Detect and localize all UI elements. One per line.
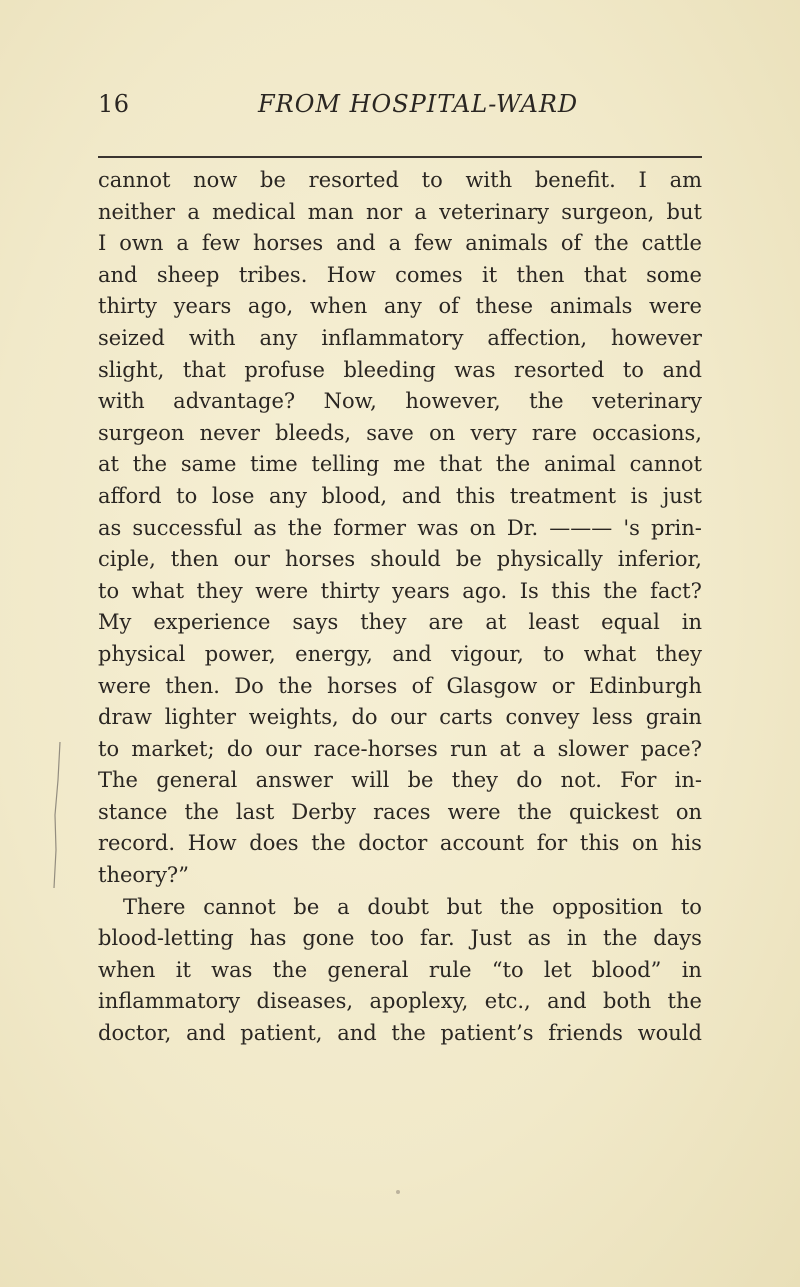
text-line: with advantage? Now, however, the veterinary [98, 389, 702, 414]
text-line: My experience says they are at least equal in [98, 610, 702, 635]
running-title: FROM HOSPITAL-WARD [258, 90, 579, 118]
text-line: cannot now be resorted to with benefit. I am [98, 168, 702, 192]
margin-pencil-mark [52, 740, 64, 890]
text-line: seized with any inflammatory affection, however [98, 325, 702, 350]
text-line: The general answer will be they do not. For in- [98, 768, 702, 793]
text-line: at the same time telling me that the animal cannot [98, 452, 702, 477]
text-line: to market; do our race-horses run at a slower pace? [98, 736, 702, 761]
text-line: slight, that profuse bleeding was resorted to and [98, 357, 702, 382]
text-line: record. How does the doctor account for this on his [98, 831, 702, 856]
text-line: I own a few horses and a few animals of the cattle [98, 231, 702, 256]
text-line: were then. Do the horses of Glasgow or Edinburgh [98, 673, 702, 698]
text-line: when it was the general rule “to let blood” in [98, 957, 702, 982]
text-line: neither a medical man nor a veterinary surgeon, but [98, 199, 702, 224]
text-line: draw lighter weights, do our carts convey less grain [98, 705, 702, 730]
text-line: blood-letting has gone too far. Just as in the days [98, 926, 702, 951]
text-line: ciple, then our horses should be physically inferior, [98, 547, 702, 572]
page-number: 16 [98, 90, 130, 118]
text-line: to what they were thirty years ago. Is this the fact? [98, 578, 702, 603]
text-line: physical power, energy, and vigour, to what they [98, 641, 702, 666]
text-line: thirty years ago, when any of these animals were [98, 294, 702, 319]
body-text [98, 165, 702, 1050]
text-line: stance the last Derby races were the quickest on [98, 799, 702, 824]
header-rule [98, 156, 702, 158]
text-line: surgeon never bleeds, save on very rare occasions, [98, 420, 702, 445]
ink-speck [396, 1190, 400, 1194]
text-line: as successful as the former was on Dr. ——— 's prin- [98, 515, 702, 540]
page-header [98, 82, 703, 126]
text-line: inflammatory diseases, apoplexy, etc., and both the [98, 989, 702, 1014]
text-line: and sheep tribes. How comes it then that some [98, 262, 702, 287]
text-line: There cannot be a doubt but the opposition to [123, 894, 702, 919]
text-line: afford to lose any blood, and this treatment is just [98, 483, 702, 508]
text-line: theory?” [98, 863, 189, 888]
text-line: doctor, and patient, and the patient’s friends would [98, 1021, 702, 1046]
